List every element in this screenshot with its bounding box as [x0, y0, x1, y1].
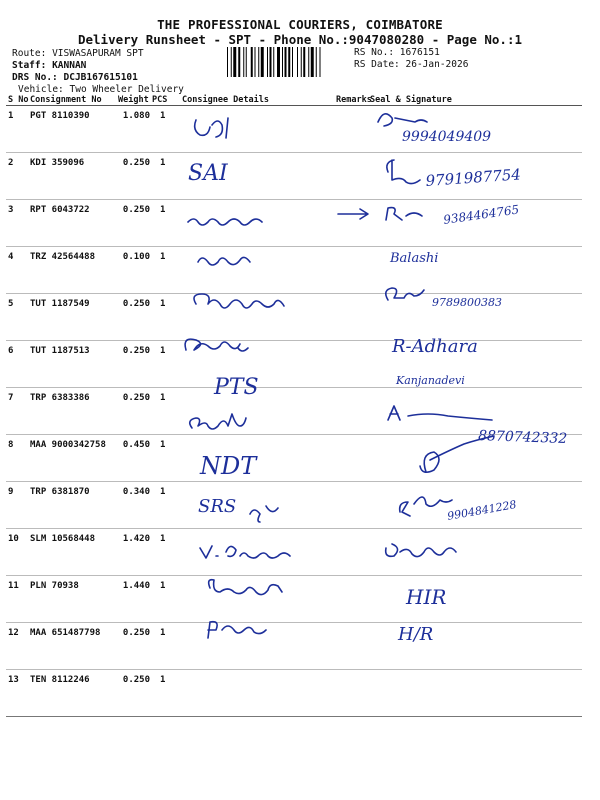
row-weight: 0.250	[116, 670, 150, 717]
row-pcs: 1	[150, 623, 180, 670]
row-pcs: 1	[150, 294, 180, 341]
signature-scribble	[378, 114, 427, 126]
row-sno: 4	[6, 247, 28, 294]
row-sno: 2	[6, 153, 28, 200]
row-sno: 10	[6, 529, 28, 576]
col-header-pcs: PCS	[150, 94, 180, 106]
drs-label: DRS No.:	[12, 72, 58, 83]
row-consignment-no: MAA 651487798	[28, 623, 116, 670]
row-sno: 8	[6, 435, 28, 482]
row-weight: 0.250	[116, 153, 150, 200]
row-weight: 0.250	[116, 388, 150, 435]
consignee-handwriting	[194, 294, 284, 308]
row-sno: 12	[6, 623, 28, 670]
staff-label: Staff:	[12, 60, 47, 71]
route-label: Route:	[12, 48, 47, 59]
runsheet-subtitle: Delivery Runsheet - SPT - Phone No.:9047080280 - Page No.:1	[77, 32, 522, 47]
row-sno: 7	[6, 388, 28, 435]
route-value: VISWASAPURAM SPT	[52, 48, 144, 59]
row-consignment-no: TUT 1187549	[28, 294, 116, 341]
row-sno: 9	[6, 482, 28, 529]
signature-number: 9904841228	[446, 497, 518, 523]
row-weight: 1.440	[116, 576, 150, 623]
rs-date-value: 26-Jan-2026	[405, 59, 469, 70]
signature-handwriting: HIR	[406, 585, 447, 609]
row-consignment-no: RPT 6043722	[28, 200, 116, 247]
row-weight: 0.250	[116, 200, 150, 247]
consignee-handwriting: NDT	[200, 452, 257, 480]
signature-scribble	[386, 288, 424, 300]
consignee-handwriting	[250, 506, 278, 522]
consignee-handwriting	[209, 580, 282, 595]
signature-number: 9791987754	[425, 165, 522, 190]
consignee-handwriting	[200, 546, 290, 558]
signature-handwriting: H/R	[398, 624, 434, 645]
rs-date-label: RS Date:	[354, 59, 400, 70]
row-sno: 6	[6, 341, 28, 388]
row-pcs: 1	[150, 341, 180, 388]
row-pcs: 1	[150, 482, 180, 529]
row-weight: 0.250	[116, 341, 150, 388]
row-sno: 13	[6, 670, 28, 717]
row-consignment-no: TEN 8112246	[28, 670, 116, 717]
rs-no-label: RS No.:	[354, 47, 395, 58]
row-consignment-no: TRP 6381870	[28, 482, 116, 529]
col-header-consignee: Consignee Details	[180, 94, 334, 106]
row-weight: 0.340	[116, 482, 150, 529]
col-header-consignment: Consignment No	[28, 94, 116, 106]
drs-value: DCJB167615101	[63, 72, 138, 83]
signature-number: 9789800383	[432, 296, 502, 309]
signature-handwriting: Kanjanadevi	[396, 374, 465, 387]
signature-number: 8870742332	[477, 428, 568, 448]
row-pcs: 1	[150, 529, 180, 576]
signature-handwriting: Balashi	[390, 251, 439, 266]
row-pcs: 1	[150, 576, 180, 623]
remarks-arrow	[338, 209, 368, 219]
row-consignment-no: TUT 1187513	[28, 341, 116, 388]
row-pcs: 1	[150, 670, 180, 717]
signature-number: 9994049409	[402, 129, 492, 145]
consignee-handwriting	[208, 622, 266, 638]
consignee-handwriting: SRS	[198, 496, 237, 517]
staff-value: KANNAN	[52, 60, 87, 71]
row-consignment-no: TRZ 42564488	[28, 247, 116, 294]
row-pcs: 1	[150, 388, 180, 435]
consignee-handwriting	[185, 339, 248, 351]
row-consignment-no: MAA 9000342758	[28, 435, 116, 482]
vehicle-label: Vehicle:	[18, 84, 64, 95]
rs-no-value: 1676151	[399, 47, 440, 58]
row-sno: 5	[6, 294, 28, 341]
row-sno: 11	[6, 576, 28, 623]
row-weight: 0.100	[116, 247, 150, 294]
consignee-handwriting	[198, 257, 250, 265]
row-pcs: 1	[150, 200, 180, 247]
consignee-handwriting: PTS	[214, 375, 259, 400]
consignee-handwriting	[190, 414, 246, 429]
row-weight: 0.450	[116, 435, 150, 482]
row-consignment-no: SLM 10568448	[28, 529, 116, 576]
row-sno: 3	[6, 200, 28, 247]
signature-scribble	[388, 406, 492, 420]
vehicle-value: Two Wheeler Delivery	[69, 84, 184, 95]
row-weight: 1.080	[116, 106, 150, 153]
col-header-remarks: Remarks	[336, 94, 372, 105]
col-header-weight: Weight	[118, 94, 149, 105]
signature-scribble	[400, 497, 452, 516]
signature-scribble	[386, 208, 422, 220]
row-weight: 0.250	[116, 623, 150, 670]
signature-handwriting: R-Adhara	[392, 336, 478, 357]
consignee-handwriting	[195, 118, 228, 138]
col-header-sno: S No	[8, 94, 29, 105]
signature-number: 9384464765	[442, 202, 521, 227]
company-title: THE PROFESSIONAL COURIERS, COIMBATORE	[157, 17, 443, 32]
row-consignment-no: TRP 6383386	[28, 388, 116, 435]
row-pcs: 1	[150, 435, 180, 482]
signature-scribble	[387, 160, 420, 184]
row-weight: 0.250	[116, 294, 150, 341]
row-consignment-no: PLN 70938	[28, 576, 116, 623]
row-sno: 1	[6, 106, 28, 153]
col-header-signature: Seal & Signature	[368, 94, 582, 106]
row-pcs: 1	[150, 247, 180, 294]
signature-scribble	[386, 544, 456, 557]
row-pcs: 1	[150, 106, 180, 153]
row-weight: 1.420	[116, 529, 150, 576]
row-pcs: 1	[150, 153, 180, 200]
row-consignment-no: KDI 359096	[28, 153, 116, 200]
row-consignment-no: PGT 8110390	[28, 106, 116, 153]
consignee-handwriting	[188, 219, 262, 225]
consignee-handwriting: SAI	[188, 161, 228, 186]
